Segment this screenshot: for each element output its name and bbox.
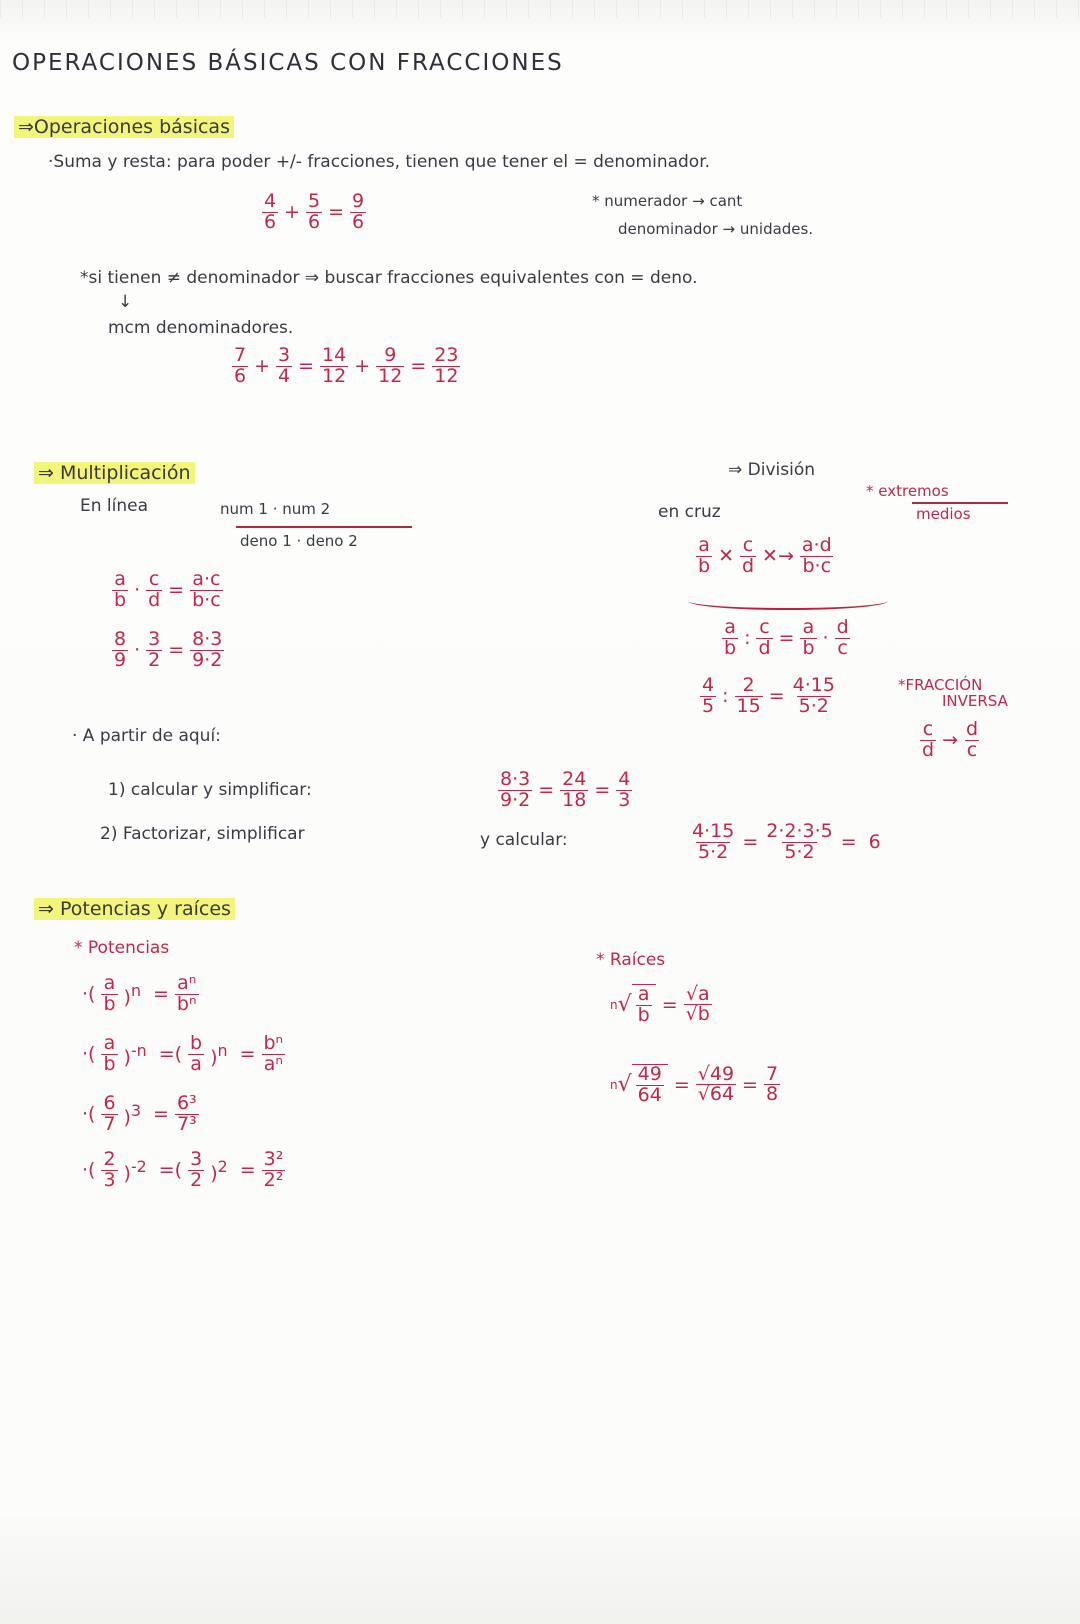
num-rule: num 1 · num 2: [220, 500, 331, 518]
example-inversa: $\frac{c}{d}$ → $\frac{d}{c}$: [922, 718, 979, 761]
section-heading-division: ⇒ División: [728, 460, 816, 480]
section-heading-basicas: ⇒Operaciones básicas: [14, 116, 234, 138]
example-mult-numbers: $\frac{8}{9}$ · $\frac{3}{2}$ = $\frac{8\cdot 3}{9\cdot 2}$: [114, 628, 223, 671]
example-div-cross: $\frac{a}{b}$ ✕ $\frac{c}{d}$ ✕→ $\frac{a\cdot d}{b\cdot c}$: [698, 534, 832, 577]
fraccion-label: *FRACCIÓN: [898, 676, 983, 694]
cross-arrow-icon: ✕→: [762, 545, 794, 568]
rule-fraction-line: [236, 526, 412, 528]
inversa-label: INVERSA: [942, 692, 1008, 710]
mcm-text: mcm denominadores.: [108, 318, 294, 338]
arrow-down-icon: ↓: [118, 292, 133, 312]
example-mult-letters: $\frac{a}{b}$ · $\frac{c}{d}$ = $\frac{a\cdot c}{b\cdot c}$: [114, 568, 221, 611]
den-rule: deno 1 · deno 2: [240, 532, 358, 550]
curly-brace: [688, 592, 888, 610]
potencia-rule-1: ·( $\frac{a}{b}$ )$^n$ = $\frac{\text{aⁿ}}{\text{bⁿ}}$: [82, 972, 197, 1015]
raiz-rule: n √ $\frac{a}{b}$ = $\frac{√a}{√b}$: [610, 982, 710, 1026]
medios-label: medios: [916, 505, 971, 523]
note-numerador: * numerador → cant: [592, 192, 743, 210]
raices-label: * Raíces: [596, 950, 666, 970]
step2b-text: y calcular:: [480, 830, 568, 850]
si-tienen-text: *si tienen ≠ denominador ⇒ buscar fracciones equivalentes con = deno.: [80, 268, 698, 288]
step1-text: 1) calcular y simplificar:: [108, 780, 312, 800]
example-div-letters: $\frac{a}{b}$ : $\frac{c}{d}$ = $\frac{a}{b}$ · $\frac{d}{c}$: [724, 616, 849, 659]
section-heading-potencias-raices: ⇒ Potencias y raíces: [34, 898, 235, 920]
potencia-rule-2: ·( $\frac{a}{b}$ )$^{-n}$ =( $\frac{b}{a}$ )$^n$ = $\frac{\text{bⁿ}}{\text{aⁿ}}$: [82, 1032, 284, 1075]
potencias-label: * Potencias: [74, 938, 170, 958]
extremos-line: [912, 502, 1008, 504]
example-div-numbers: $\frac{4}{5}$ : $\frac{2}{15}$ = $\frac{4\cdot 15}{5\cdot 2}$: [702, 674, 835, 717]
step2-example: $\frac{4\cdot 15}{5\cdot 2}$ = $\frac{2\cdot 2\cdot 3\cdot 5}{5\cdot 2}$ = 6: [692, 820, 881, 863]
example-mcm: $\frac{7}{6}$ + $\frac{3}{4}$ = $\frac{14}{12}$ + $\frac{9}{12}$ = $\frac{23}{12}$: [234, 344, 459, 387]
step2-text: 2) Factorizar, simplificar: [100, 824, 305, 844]
page-title: OPERACIONES BÁSICAS CON FRACCIONES: [12, 50, 564, 76]
cross-icon: ✕: [718, 545, 734, 568]
potencia-example-1: ·( $\frac{6}{7}$ )$^3$ = $\frac{\text{6³}}{\text{7³}}$: [82, 1092, 197, 1135]
raiz-example: n √ $\frac{49}{64}$ = $\frac{√49}{√64}$ = $\frac{7}{8}$: [610, 1062, 779, 1106]
a-partir-text: · A partir de aquí:: [72, 726, 221, 746]
suma-resta-text: ·Suma y resta: para poder +/- fracciones, tienen que tener el = denominador.: [48, 152, 711, 172]
potencia-example-2: ·( $\frac{2}{3}$ )$^{-2}$ =( $\frac{3}{2}$ )$^2$ = $\frac{\text{3²}}{\text{2²}}$: [82, 1148, 284, 1191]
note-denominador: denominador → unidades.: [618, 220, 814, 238]
en-cruz-label: en cruz: [658, 502, 721, 522]
section-heading-multiplicacion: ⇒ Multiplicación: [34, 462, 195, 484]
en-linea-label: En línea: [80, 496, 149, 516]
extremos-label: * extremos: [866, 482, 949, 500]
step1-example: $\frac{8\cdot 3}{9\cdot 2}$ = $\frac{24}{18}$ = $\frac{4}{3}$: [500, 768, 631, 811]
graph-paper-strip: [0, 0, 1080, 18]
example-suma: $\frac{4}{6}$ + $\frac{5}{6}$ = $\frac{9}{6}$: [264, 190, 365, 233]
